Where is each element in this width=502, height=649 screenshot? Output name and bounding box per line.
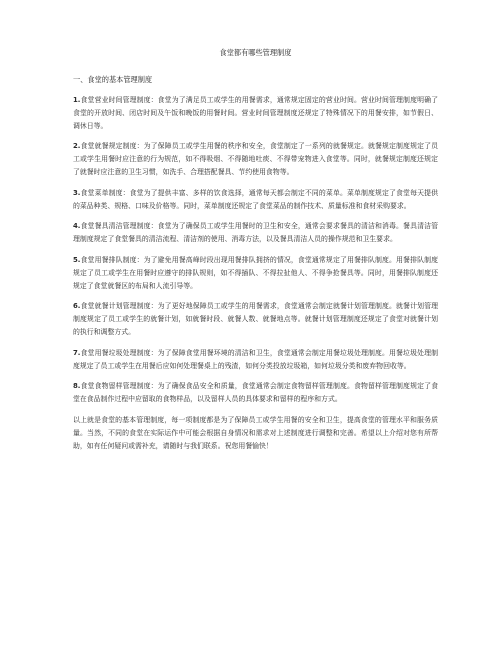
- list-item: [73, 380, 438, 406]
- list-item: [73, 94, 438, 132]
- item-text: 食堂就餐计划管理制度：为了更好地保障员工或学生的用餐需求，食堂通常会制定就餐计划管理制度。就餐计划管理制度规定了员工或学生的就餐计划，如就餐时段、就餐人数、就餐地点等。就餐计划管理制度还规定了食堂对就餐计划的执行和调整方式。: [73, 302, 438, 336]
- section-heading: 一、食堂的基本管理制度: [73, 75, 153, 84]
- item-number: 5.: [73, 255, 81, 264]
- item-text: 食堂餐具清洁管理制度：食堂为了确保员工或学生用餐时的卫生和安全，通常会要求餐具的清洁和消毒。餐具清洁管理制度规定了食堂餐具的清洁流程、清洁剂的使用、消毒方法，以及餐具清洁人员的操作规范和卫生要求。: [73, 222, 438, 244]
- item-text: 食堂用餐垃圾处理制度：为了保障食堂用餐环境的清洁和卫生，食堂通常会制定用餐垃圾处理制度。用餐垃圾处理制度规定了员工或学生在用餐后应如何处理餐桌上的残渣，如何分类投放垃圾箱，如何垃圾分类和废弃物回收等。: [73, 348, 438, 370]
- list-item: [73, 187, 438, 213]
- list-item: [73, 140, 438, 178]
- item-number: 1.: [73, 96, 81, 104]
- document-title: 食堂都有哪些管理制度: [219, 48, 292, 57]
- item-number: 7.: [73, 348, 81, 357]
- item-text: 食堂营业时间管理制度：食堂为了满足员工或学生的用餐需求，通常规定固定的营业时间。营业时间管理制度明确了食堂的开放时间、闭店时间及午饭和晚饭的用餐时间。营业时间管理制度还规定了特殊情况下的用餐安排，如节假日、调休日等。: [73, 96, 438, 130]
- item-text: 食堂用餐排队制度：为了避免用餐高峰时段出现用餐排队拥挤的情况，食堂通常规定了用餐排队制度。用餐排队制度规定了员工或学生在用餐时应遵守的排队规则，如不得插队、不得拉扯他人、不得争抢餐具等。同时，用餐排队制度还规定了食堂就餐区的布局和人流引导等。: [73, 255, 438, 290]
- list-item: [73, 254, 438, 292]
- closing-paragraph: 以上就是食堂的基本管理制度，每一项制度都是为了保障员工或学生用餐的安全和卫生，提高食堂的管理水平和服务质量。当然，不同的食堂在实际运作中可能会根据自身情况和需求对上述制度进行调整和完善。希望以上介绍对您有所帮助，如有任何疑问或需补充，请随时与我们联系。祝您用餐愉快！: [73, 415, 438, 450]
- item-number: 2.: [73, 142, 81, 151]
- item-number: 3.: [73, 188, 81, 197]
- item-text: 食堂食物留样管理制度：为了确保食品安全和质量，食堂通常会制定食物留样管理制度。食物留样管理制度规定了食堂在食品制作过程中应留取的食物样品，以及留样人员的具体要求和留样的程序和方式。: [73, 382, 438, 404]
- list-item: [73, 300, 438, 338]
- item-number: 6.: [73, 302, 81, 311]
- item-text: 食堂菜单制度：食堂为了提供丰富、多样的饮食选择，通常每天都会制定不同的菜单。菜单制度规定了食堂每天提供的菜品种类、规格、口味及价格等。同时，菜单制度还规定了食堂菜品的制作技术、质量标准和食材采购要求。: [73, 188, 438, 210]
- list-item: [73, 347, 438, 373]
- list-item: [73, 220, 438, 246]
- item-number: 8.: [73, 382, 81, 391]
- item-number: 4.: [73, 222, 81, 231]
- item-text: 食堂就餐规定制度：为了保障员工或学生用餐的秩序和安全，食堂制定了一系列的就餐规定。就餐规定制度规定了员工或学生用餐时应注意的行为规范，如不得吸烟、不得随地吐痰、不得带宠物进入食堂等。同时，就餐规定制度还规定了就餐时应注意的卫生习惯，如洗手、合理搭配餐具、节约使用食物等。: [73, 142, 438, 176]
